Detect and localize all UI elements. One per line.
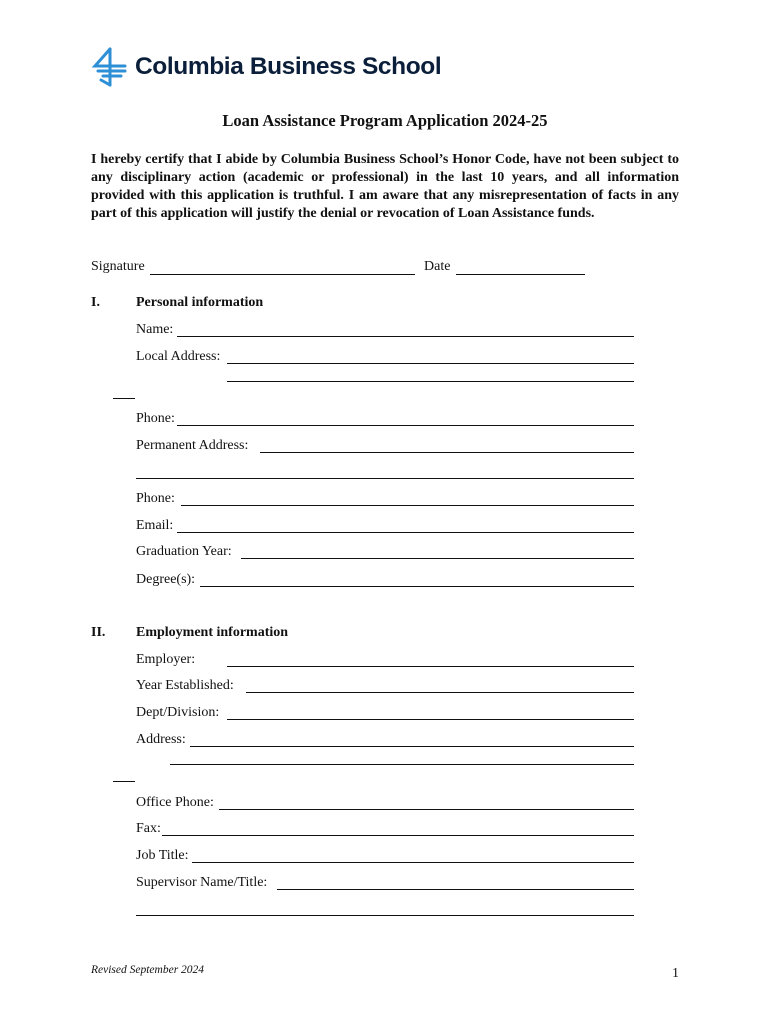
permanent-address-label: Permanent Address: — [136, 438, 249, 453]
phone-label: Phone: — [136, 411, 175, 426]
graduation-year-label: Graduation Year: — [136, 544, 232, 559]
local-address-stub-line — [113, 398, 135, 399]
address-line-1[interactable] — [190, 746, 634, 747]
address-line-2[interactable] — [170, 764, 634, 765]
employer-line[interactable] — [227, 666, 634, 667]
logo — [91, 46, 441, 88]
page-title: Loan Assistance Program Application 2024-25 — [222, 111, 548, 130]
office-phone-line[interactable] — [219, 809, 634, 810]
local-address-label: Local Address: — [136, 349, 221, 364]
certification-statement: I hereby certify that I abide by Columbia Business School’s Honor Code, have not been subject to any disciplinary action (academic or professional) in the last 10 years, and all information provided with this application is truthful. I am aware that any misrepresentation of facts in any part of this application will justify the denial or revocation of Loan Assistance funds. — [91, 152, 679, 221]
degrees-line[interactable] — [200, 586, 634, 587]
phone2-label: Phone: — [136, 491, 175, 506]
section-2-numeral: II. — [91, 625, 106, 640]
name-label: Name: — [136, 322, 174, 337]
permanent-address-line-2[interactable] — [136, 478, 634, 479]
address-label: Address: — [136, 732, 186, 747]
local-address-line-1[interactable] — [227, 363, 634, 364]
section-2-heading: Employment information — [136, 625, 289, 640]
logo-text: Columbia Business School — [135, 53, 442, 80]
employer-label: Employer: — [136, 652, 196, 667]
revised-note: Revised September 2024 — [91, 964, 205, 976]
date-label: Date — [424, 259, 451, 274]
year-established-label: Year Established: — [136, 678, 234, 693]
email-line[interactable] — [177, 532, 634, 533]
local-address-line-2[interactable] — [227, 381, 634, 382]
section-1-heading: Personal information — [136, 295, 264, 310]
columbia-crown-logo-icon — [91, 46, 129, 88]
year-established-line[interactable] — [246, 692, 634, 693]
permanent-address-line-1[interactable] — [260, 452, 634, 453]
supervisor-label: Supervisor Name/Title: — [136, 875, 268, 890]
fax-line[interactable] — [162, 835, 634, 836]
signature-label: Signature — [91, 259, 145, 274]
degrees-label: Degree(s): — [136, 572, 196, 587]
fax-label: Fax: — [136, 821, 161, 836]
phone2-line[interactable] — [181, 505, 634, 506]
supervisor-line-1[interactable] — [277, 889, 634, 890]
page-number: 1 — [672, 966, 679, 981]
address-stub-line — [113, 781, 135, 782]
office-phone-label: Office Phone: — [136, 795, 214, 810]
date-line[interactable] — [456, 274, 585, 275]
email-label: Email: — [136, 518, 174, 533]
job-title-label: Job Title: — [136, 848, 189, 863]
job-title-line[interactable] — [192, 862, 634, 863]
name-line[interactable] — [177, 336, 634, 337]
dept-division-line[interactable] — [227, 719, 634, 720]
signature-line[interactable] — [150, 274, 415, 275]
phone-line[interactable] — [177, 425, 634, 426]
section-1-numeral: I. — [91, 295, 100, 310]
supervisor-line-2[interactable] — [136, 915, 634, 916]
graduation-year-line[interactable] — [241, 558, 634, 559]
dept-division-label: Dept/Division: — [136, 705, 220, 720]
